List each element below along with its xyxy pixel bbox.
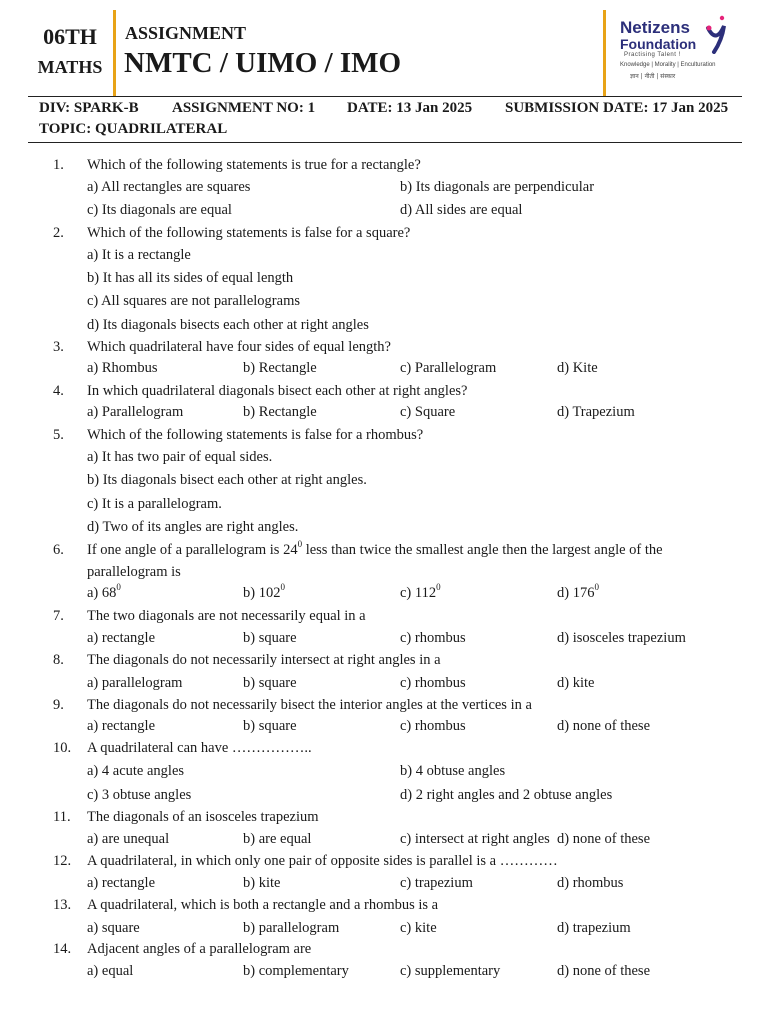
option-c: c) rhombus [400, 675, 466, 691]
question-text: Which of the following statements is true for a rectangle? [87, 157, 421, 173]
question-text: A quadrilateral, which is both a rectangle and a rhombus is a [87, 897, 439, 913]
option-a: a) rectangle [87, 875, 156, 891]
option-a: a) Parallelogram [87, 404, 184, 420]
question-text: The diagonals do not necessarily bisect the interior angles at the vertices in a [87, 697, 532, 713]
question-text: The two diagonals are not necessarily equal in a [87, 608, 366, 624]
exam-title: NMTC / UIMO / IMO [124, 47, 402, 79]
option-c: c) Parallelogram [400, 360, 497, 376]
option-d: d) trapezium [557, 920, 631, 936]
question-number: 1. [53, 157, 64, 173]
question-text: Which of the following statements is false for a rhombus? [87, 427, 424, 443]
option-c: c) Its diagonals are equal [87, 202, 232, 218]
option-c: c) All squares are not parallelograms [87, 293, 300, 309]
question-number: 12. [53, 853, 72, 869]
logo-line1: Netizens [620, 18, 690, 37]
option-d: d) Trapezium [557, 404, 635, 420]
assignment-date: DATE: 13 Jan 2025 [347, 100, 473, 116]
option-d: d) Kite [557, 360, 598, 376]
question-number: 7. [53, 608, 64, 624]
option-b: b) are equal [243, 831, 312, 847]
option-a: a) rectangle [87, 718, 156, 734]
option-a: a) are unequal [87, 831, 170, 847]
option-d: d) none of these [557, 831, 651, 847]
option-c: c) 3 obtuse angles [87, 787, 192, 803]
option-c: c) intersect at right angles [400, 831, 550, 847]
question-number: 2. [53, 225, 64, 241]
logo-line2: Foundation [620, 36, 697, 52]
question-text-continued: parallelogram is [87, 564, 181, 580]
option-d: d) rhombus [557, 875, 624, 891]
assignment-number: ASSIGNMENT NO: 1 [172, 100, 316, 116]
topic-label: TOPIC: QUADRILATERAL [39, 121, 228, 137]
option-d: d) isosceles trapezium [557, 630, 686, 646]
question-text: Which of the following statements is false for a square? [87, 225, 411, 241]
question-text: A quadrilateral, in which only one pair of opposite sides is parallel is a ………… [87, 853, 558, 869]
option-a: a) rectangle [87, 630, 156, 646]
assignment-label: ASSIGNMENT [125, 23, 247, 43]
accent-divider-right [603, 10, 606, 96]
option-c: c) It is a parallelogram. [87, 496, 222, 512]
option-a: a) Rhombus [87, 360, 158, 376]
option-d: d) $176^0$ [557, 582, 599, 601]
option-b: b) Rectangle [243, 404, 317, 420]
grade-label: 06TH [43, 24, 97, 49]
option-b: b) $102^0$ [243, 582, 285, 601]
question-text: The diagonals of an isosceles trapezium [87, 809, 319, 825]
question-text: A quadrilateral can have …………….. [87, 740, 312, 756]
question-text: If one angle of a parallelogram is $24^0$ less than twice the smallest angle then the largest angle of the [87, 539, 663, 558]
option-d: d) All sides are equal [400, 202, 523, 218]
question-number: 10. [53, 740, 72, 756]
grade-block [30, 22, 110, 82]
logo-values: Knowledge | Morality | Enculturation [620, 62, 716, 68]
option-c: c) $112^0$ [400, 582, 441, 601]
option-d: d) none of these [557, 963, 651, 979]
option-b: b) 4 obtuse angles [400, 763, 506, 779]
netizens-logo [620, 14, 740, 90]
option-b: b) Rectangle [243, 360, 317, 376]
option-d: d) 2 right angles and 2 obtuse angles [400, 787, 613, 803]
option-b: b) parallelogram [243, 920, 340, 936]
option-c: c) rhombus [400, 718, 466, 734]
divider-bottom [28, 142, 742, 143]
option-c: c) supplementary [400, 963, 501, 979]
option-b: b) It has all its sides of equal length [87, 270, 294, 286]
submission-date: SUBMISSION DATE: 17 Jan 2025 [505, 100, 729, 116]
option-a: a) It has two pair of equal sides. [87, 449, 273, 465]
option-b: b) square [243, 630, 297, 646]
question-number: 8. [53, 652, 64, 668]
logo-values-hindi: ज्ञान | नीती | संस्कार [630, 73, 676, 80]
figure-logo-icon [704, 14, 730, 54]
option-b: b) square [243, 675, 297, 691]
option-a: a) 4 acute angles [87, 763, 185, 779]
question-number: 13. [53, 897, 72, 913]
option-d: d) kite [557, 675, 595, 691]
question-number: 4. [53, 383, 64, 399]
question-text: Which quadrilateral have four sides of equal length? [87, 339, 391, 355]
question-number: 14. [53, 941, 72, 957]
question-number: 11. [53, 809, 71, 825]
question-text: In which quadrilateral diagonals bisect each other at right angles? [87, 383, 468, 399]
option-b: b) complementary [243, 963, 349, 979]
option-c: c) rhombus [400, 630, 466, 646]
option-d: d) Two of its angles are right angles. [87, 519, 299, 535]
logo-tagline: Practising Talent ! [624, 52, 681, 58]
subject-label: MATHS [37, 57, 103, 77]
option-a: a) equal [87, 963, 134, 979]
division-label: DIV: SPARK-B [39, 100, 139, 116]
question-text: Adjacent angles of a parallelogram are [87, 941, 312, 957]
option-a: a) parallelogram [87, 675, 183, 691]
question-number: 3. [53, 339, 64, 355]
question-text: The diagonals do not necessarily intersect at right angles in a [87, 652, 441, 668]
option-b: b) square [243, 718, 297, 734]
option-c: c) trapezium [400, 875, 473, 891]
question-number: 9. [53, 697, 64, 713]
option-a: a) square [87, 920, 140, 936]
option-b: b) Its diagonals are perpendicular [400, 179, 595, 195]
option-a: a) All rectangles are squares [87, 179, 251, 195]
option-b: b) kite [243, 875, 281, 891]
option-c: c) kite [400, 920, 437, 936]
question-number: 6. [53, 542, 64, 558]
option-c: c) Square [400, 404, 456, 420]
accent-divider-left [113, 10, 116, 96]
page-header [0, 0, 768, 100]
option-a: a) It is a rectangle [87, 247, 191, 263]
option-d: d) Its diagonals bisects each other at right angles [87, 317, 369, 333]
option-a: a) $68^0$ [87, 582, 121, 601]
divider-top [28, 96, 742, 97]
option-d: d) none of these [557, 718, 651, 734]
question-number: 5. [53, 427, 64, 443]
option-b: b) Its diagonals bisect each other at right angles. [87, 472, 367, 488]
